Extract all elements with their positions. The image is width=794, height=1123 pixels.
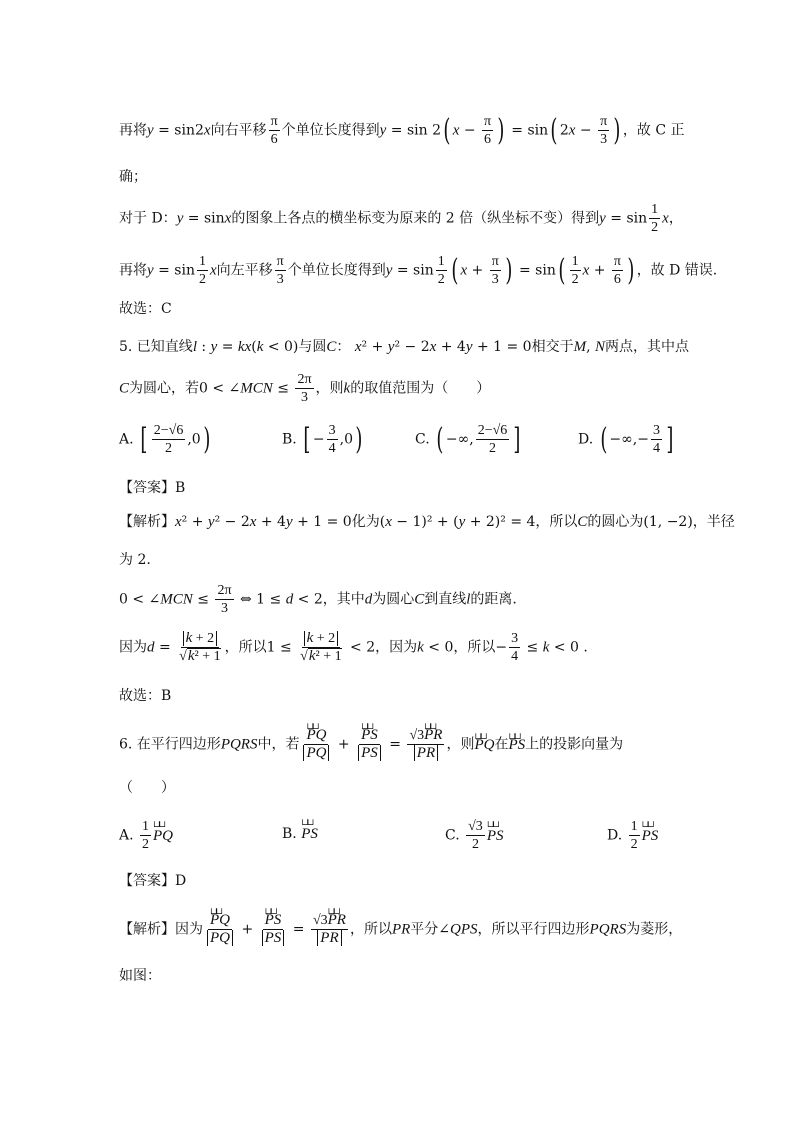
q5-choice: 故选：B: [119, 688, 172, 704]
q5-option-a: A. [ $\frac{2-√6}{2}$ ,0): [119, 422, 211, 457]
q5-stem-line2: C为圆心，若0 < ∠MCN ≤ $\frac{2\pi}{3}$ ，则k的取值范围为（ ）: [119, 372, 491, 405]
q5-analysis-line3: 0 < ∠MCN ≤ $\frac{2\pi}{3}$ ⇔ 1 ≤ d < 2，其中d为圆心C到直线l的距离.: [119, 583, 517, 616]
q6-stem-line1: 6. 在平行四边形PQRS中，若 ⊔⊔ $\frac{PQ}{PQ}$ + ⊔⊔ $\frac{PS}{PS}$ = $\frac{√3⊔⊔ PR}{PR}$ ，则⊔⊔ PQ在⊔⊔ PS上的投影向量为: [119, 727, 623, 762]
q6-figure-label: 如图：: [119, 968, 161, 984]
q6-analysis: 【解析】因为 ⊔⊔ $\frac{PQ}{PQ}$ + ⊔⊔ $\frac{PS}{PS}$ = $\frac{√3⊔⊔ PR}{PR}$ ，所以PR平分∠QPS，所以平行四边形PQRS为菱形，: [119, 912, 682, 947]
q5-option-c: C. ( −∞, $\frac{2-√6}{2}$ ]: [415, 422, 521, 457]
line-choice-c: 故选：C: [119, 301, 172, 317]
q6-option-b: B. ⊔⊔ PS: [282, 826, 318, 843]
line-shift-left: 再将y = sin $\frac{1}{2}$ x向左平移 $\frac{\pi}{3}$ 个单位长度得到y = sin $\frac{1}{2}$ ( x + $\frac{\pi}{3}$ ) = sin( $\frac{1}{2}$ x + $\frac{\pi}{6}$ ) ，故 D 错误.: [119, 252, 718, 288]
q6-option-d: D. $\frac{1}{2}$ ⊔⊔ PS: [607, 818, 658, 853]
line-option-d: 对于 D：y = sinx的图象上各点的横坐标变为原来的 2 倍（纵坐标不变）得到y = sin $\frac{1}{2}$ x，: [119, 202, 683, 235]
q6-option-a: A. $\frac{1}{2}$ ⊔⊔ PQ: [119, 818, 173, 853]
line-correct: 确；: [119, 169, 147, 185]
q5-answer: 【答案】B: [119, 480, 186, 496]
q5-analysis-line4: 因为d = $\frac{k + 2}{\text{√k² + 1}}$ ，所以1 ≤ $\frac{k + 2}{\text{√k² + 1}}$ < 2，因为k < 0，所以− $\frac{3}{4}$ ≤ k < 0 .: [119, 630, 588, 664]
q5-analysis-line2: 为 2.: [119, 552, 151, 568]
q6-answer: 【答案】D: [119, 873, 187, 889]
line-shift-right: 再将y = sin2x向右平移 $\frac{\pi}{6}$ 个单位长度得到y = sin 2( x − $\frac{\pi}{6}$ ) = sin( 2x − $\frac{\pi}{3}$ ) ，故 C 正: [119, 112, 685, 148]
q5-option-d: D. ( −∞,− $\frac{3}{4}$ ]: [578, 422, 674, 457]
q5-option-b: B. [ − $\frac{3}{4}$ ,0): [282, 422, 363, 457]
q5-stem-line1: 5. 已知直线l : y = kx(k < 0)与圆C： x² + y² − 2x + 4y + 1 = 0相交于M, N两点，其中点: [119, 339, 689, 355]
q5-analysis-line1: 【解析】x² + y² − 2x + 4y + 1 = 0化为(x − 1)² + (y + 2)² = 4，所以C的圆心为(1, −2)，半径: [119, 514, 735, 530]
q6-option-c: C. $\frac{√3}{2}$ ⊔⊔ PS: [445, 818, 503, 853]
q6-stem-paren: （ ）: [119, 780, 175, 796]
